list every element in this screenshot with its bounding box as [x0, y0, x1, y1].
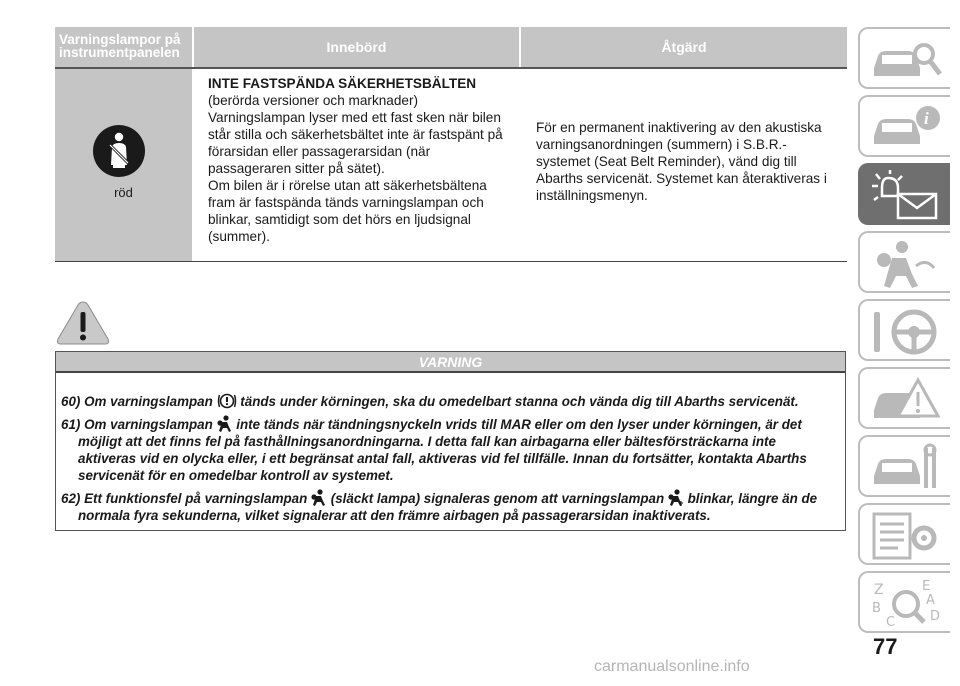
action-line: systemet (Seat Belt Reminder), vänd dig till [536, 154, 797, 169]
action-line: inställningsmenyn. [536, 188, 648, 203]
car-search-icon [868, 34, 944, 86]
seatbelt-warning-icon [91, 123, 147, 179]
warning-box [55, 351, 846, 531]
tab-warning-lights[interactable] [858, 163, 950, 225]
warning-note-60 [61, 392, 841, 410]
meaning-line: blinkar, samtidigt som det hörs en ljudsignal [208, 212, 471, 227]
meaning-title: INTE FASTSPÄNDA SÄKERHETSBÄLTEN [208, 76, 477, 91]
airbag-person-icon [311, 489, 327, 507]
lamp-cell [55, 69, 192, 261]
lamp-color-label: röd [114, 185, 133, 200]
svg-text:i: i [924, 109, 929, 128]
action-line: varningsanordningen (summern) i S.B.R.- [536, 137, 787, 152]
warning-note-61 [61, 415, 841, 484]
warning-note-62 [61, 489, 841, 524]
note-text: 61) Om varningslampan [61, 417, 213, 432]
airbag-person-icon [217, 415, 233, 433]
tab-car-search[interactable] [858, 27, 950, 89]
meaning-line: (berörda versioner och marknader) [208, 93, 419, 108]
note-text: tänds under körningen, ska du omedelbart stanna och vända dig till Abarths servicenät. [240, 394, 799, 409]
meaning-cell [208, 75, 520, 245]
list-settings-icon [868, 510, 944, 562]
table-header [55, 27, 847, 67]
note-text: blinkar, längre än de [687, 491, 818, 506]
tab-car-accident[interactable] [858, 367, 950, 429]
tab-steering[interactable] [858, 299, 950, 361]
watermark: carmanualsonline.info [594, 658, 750, 675]
table-row [55, 69, 847, 261]
meaning-line: Varningslampan lyser med ett fast sken när bilen [208, 110, 501, 125]
svg-text:E: E [922, 579, 931, 594]
meaning-line: Om bilen är i rörelse utan att säkerhetsbältena [208, 178, 487, 193]
meaning-line: står stilla och säkerhetsbältet inte är fastspänt på [208, 127, 503, 142]
header-meaning: Innebörd [194, 27, 519, 67]
tab-list-settings[interactable] [858, 503, 950, 565]
warning-triangle-icon [55, 300, 111, 346]
steering-icon [868, 306, 944, 358]
meaning-line: förarsidan eller passagerarsidan (när [208, 144, 431, 159]
warning-body [61, 392, 841, 529]
car-accident-icon [868, 374, 944, 426]
header-action: Åtgärd [521, 27, 847, 67]
note-text: inte tänds när tändningsnyckeln vrids till MAR eller om den lyser under körningen, är det [236, 417, 802, 432]
note-text: 62) Ett funktionsfel på varningslampan [61, 491, 308, 506]
alphabet-index-icon [868, 578, 944, 630]
note-text: 60) Om varningslampan [61, 394, 213, 409]
action-cell [536, 119, 841, 204]
action-line: Abarths servicenät. Systemet kan återaktiveras i [536, 171, 827, 186]
car-service-icon [868, 442, 944, 494]
svg-text:Z: Z [874, 582, 884, 598]
note-line: servicenät för en omedelbar kontroll av systemet. [78, 468, 394, 483]
svg-text:D: D [930, 609, 941, 624]
tab-alphabet-index[interactable] [858, 571, 950, 633]
meaning-line: (summer). [208, 229, 270, 244]
note-line: aktiveras vid en olycka eller, i ett begränsat antal fall, aktiveras vid fel tillfälle. Innan du fortsätter, kontakta Abarths [78, 451, 807, 466]
passenger-airbag-off-icon [668, 489, 684, 507]
svg-text:B: B [872, 601, 881, 616]
note-text: (släckt lampa) signaleras genom att varningslampan [330, 491, 665, 506]
page-number: 77 [873, 634, 898, 659]
meaning-line: passageraren sitter på sätet). [208, 161, 385, 176]
meaning-line: fram är fastspända tänds varningslampan och [208, 195, 484, 210]
header-line-2: instrumentpanelen [59, 45, 180, 60]
header-warning-lights [55, 27, 192, 67]
tab-airbag[interactable] [858, 231, 950, 293]
tab-car-info[interactable] [858, 95, 950, 157]
warning-lights-icon [868, 170, 944, 222]
airbag-fault-icon [217, 392, 237, 410]
car-info-icon [868, 102, 944, 154]
note-line: möjligt att det finns fel på fasthållningsanordningarna. I detta fall kan airbagarna eller bältesförsträckarna inte [78, 434, 776, 449]
svg-text:C: C [886, 615, 896, 630]
svg-text:A: A [926, 593, 935, 608]
row-rule [55, 261, 847, 262]
header-line-1: Varningslampor på [59, 32, 181, 47]
airbag-person-icon [868, 238, 944, 290]
note-line: normala fyra sekunderna, vilket signalerar att den främre airbagen på passagerarsidan inaktiverats. [78, 508, 711, 523]
action-line: För en permanent inaktivering av den akustiska [536, 120, 822, 135]
tab-car-service[interactable] [858, 435, 950, 497]
warning-title: VARNING [56, 352, 845, 373]
